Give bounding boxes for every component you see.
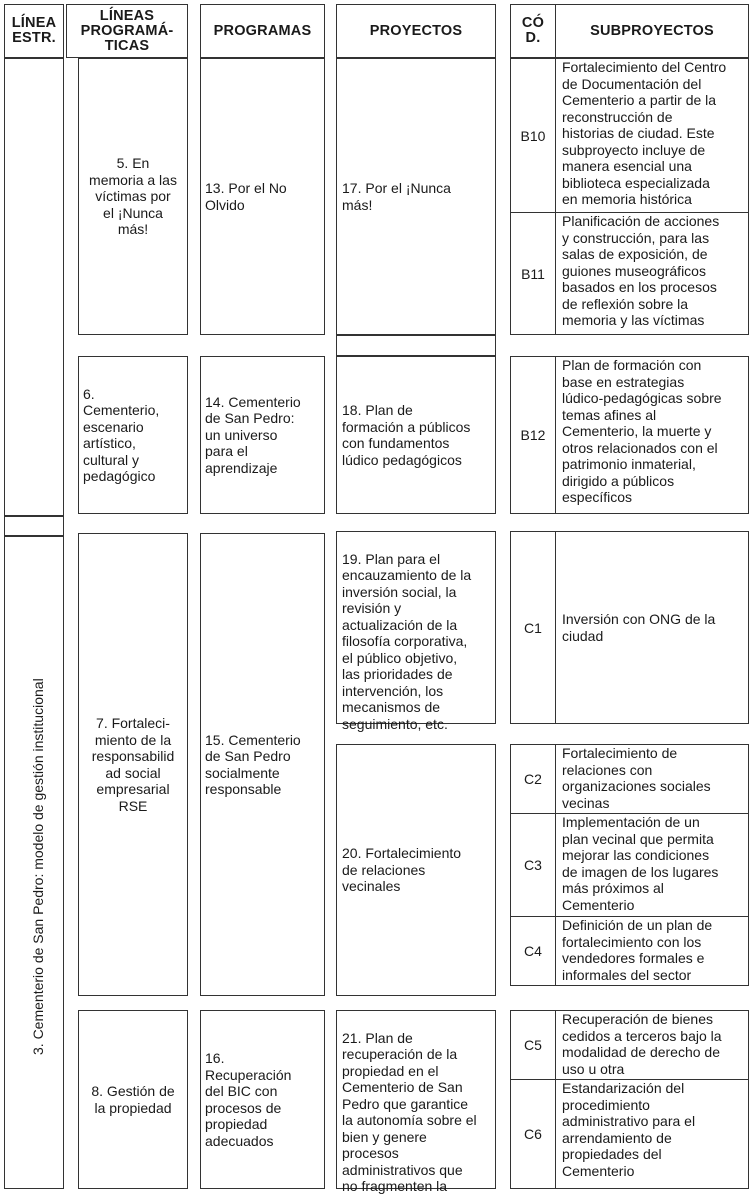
subproyecto-c3: Implementación de un plan vecinal que permita mejorar las condiciones de imagen de los lugares más próximos al Cementerio <box>555 813 749 917</box>
proyecto-17-text: 17. Por el ¡Nunca más! <box>342 180 451 213</box>
proyecto-21 <box>336 1010 496 1194</box>
linea-programatica-5-text: 5. En memoria a las víctimas por el ¡Nunca más! <box>89 155 177 238</box>
proyecto-19 <box>336 531 496 732</box>
programa-14 <box>200 356 325 514</box>
proyecto-20-text: 20. Fortalecimiento de relaciones vecinales <box>342 845 462 895</box>
header-proyectos: PROYECTOS <box>336 4 496 58</box>
linea-estrategica-cell-gap <box>4 516 64 536</box>
subproyecto-b10: Fortalecimiento del Centro de Documentación del Cementerio a partir de la reconstrucción de historias de ciudad. Este subproyecto incluye de manera esencial una biblioteca especializada en memoria histórica <box>555 58 749 213</box>
linea-programatica-6 <box>78 356 188 514</box>
subproyecto-code-b10: B10 <box>510 58 556 213</box>
header-codigo: CÓ D. <box>510 4 556 58</box>
linea-programatica-8 <box>78 1010 188 1189</box>
header-linea-estrategica: LÍNEA ESTR. <box>4 4 64 58</box>
proyecto-18 <box>336 356 496 514</box>
subproyecto-b12: Plan de formación con base en estrategias lúdico-pedagógicas sobre temas afines al Cementerio, la muerte y otros relacionados con el patrimonio inmaterial, dirigido a públicos específicos <box>555 356 749 514</box>
subproyecto-c1 <box>555 531 749 724</box>
linea-estrategica-label: 3. Cementerio de San Pedro: modelo de gestión institucional <box>30 678 46 1055</box>
header-programas: PROGRAMAS <box>200 4 325 58</box>
proyecto-19-text: 19. Plan para el encauzamiento de la inversión social, la revisión y actualización de la filosofía corporativa, el público objetivo, las prioridades de intervención, los mecanismos de seguimiento, etc. <box>342 550 472 732</box>
programa-16 <box>200 1010 325 1189</box>
programa-13 <box>200 58 325 335</box>
programa-15 <box>200 533 325 996</box>
subproyecto-code-c6: C6 <box>510 1079 556 1189</box>
subproyecto-code-c3: C3 <box>510 813 556 917</box>
programa-16-text: 16. Recuperación del BIC con procesos de propiedad adecuados <box>205 1050 292 1149</box>
proyecto-20 <box>336 744 496 996</box>
subproyecto-code-c5: C5 <box>510 1010 556 1080</box>
subproyecto-code-b11: B11 <box>510 212 556 335</box>
linea-programatica-6-text: 6. Cementerio, escenario artístico, cultural y pedagógico <box>83 385 160 484</box>
programa-14-text: 14. Cementerio de San Pedro: un universo para el aprendizaje <box>205 393 301 476</box>
subproyecto-code-c1: C1 <box>510 531 556 724</box>
linea-programatica-7 <box>78 533 188 996</box>
programa-15-text: 15. Cementerio de San Pedro socialmente responsable <box>205 731 301 797</box>
subproyecto-c1-text: Inversión con ONG de la ciudad <box>562 611 716 644</box>
linea-programatica-8-text: 8. Gestión de la propiedad <box>91 1083 175 1116</box>
subproyecto-code-c4: C4 <box>510 916 556 986</box>
linea-programatica-5 <box>78 58 188 335</box>
subproyecto-c6: Estandarización del procedimiento administrativo para el arrendamiento de propiedades del Cementerio <box>555 1079 749 1189</box>
programa-13-text: 13. Por el No Olvido <box>205 180 287 213</box>
subproyecto-b11: Planificación de acciones y construcción, para las salas de exposición, de guiones museográficos basados en los procesos de reflexión sobre la memoria y las víctimas <box>555 212 749 335</box>
subproyecto-c4: Definición de un plan de fortalecimiento con los vendedores formales e informales del sector <box>555 916 749 986</box>
subproyecto-c5: Recuperación de bienes cedidos a terceros bajo la modalidad de derecho de uso u otra <box>555 1010 749 1080</box>
subproyecto-code-b12: B12 <box>510 356 556 514</box>
proyecto-spacer <box>336 335 496 356</box>
header-lineas-programaticas: LÍNEAS PROGRAMÁ- TICAS <box>66 4 188 58</box>
subproyecto-c2: Fortalecimiento de relaciones con organizaciones sociales vecinas <box>555 744 749 814</box>
linea-programatica-7-text: 7. Fortaleci- miento de la responsabilid ad social empresarial RSE <box>91 715 175 814</box>
proyecto-18-text: 18. Plan de formación a públicos con fundamentos lúdico pedagógicos <box>342 402 471 468</box>
linea-estrategica-cell-upper <box>4 58 64 516</box>
header-subproyectos: SUBPROYECTOS <box>555 4 749 58</box>
subproyecto-code-c2: C2 <box>510 744 556 814</box>
proyecto-21-text: 21. Plan de recuperación de la propiedad en el Cementerio de San Pedro que garantice la autonomía sobre el bien y genere procesos administrativos que no fragmenten la <box>342 1029 477 1194</box>
proyecto-17 <box>336 58 496 335</box>
